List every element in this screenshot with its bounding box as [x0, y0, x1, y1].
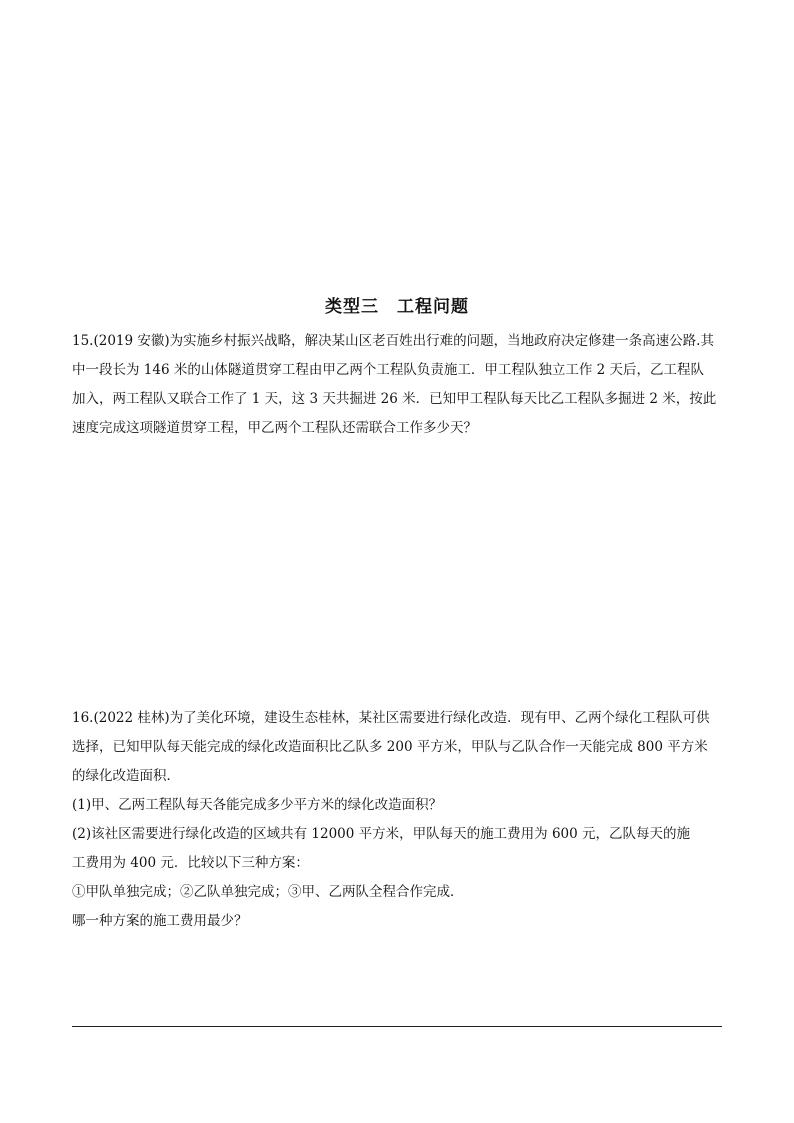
problem-15-source: (2019 安徽): [93, 333, 170, 349]
problem-16: [72, 704, 722, 936]
problem-15: [72, 327, 722, 443]
problem-15-line-1: [72, 327, 722, 356]
problem-16-part-2: (2)该社区需要进行绿化改造的区域共有 12000 平方米，甲队每天的施工费用为 600 元，乙队每天的施: [72, 826, 690, 842]
section-title: 类型三 工程问题: [325, 297, 469, 317]
problem-16-part-1: (1)甲、乙两工程队每天各能完成多少平方米的绿化改造面积？: [72, 797, 443, 813]
problem-15-line-3: 加入，两工程队又联合工作了 1 天，这 3 天共掘进 26 米．已知甲工程队每天比乙工程队多掘进 2 米，按此: [72, 391, 717, 407]
problem-15-text: 为实施乡村振兴战略，解决某山区老百姓出行难的问题，当地政府决定修建一条高速公路.其: [169, 333, 714, 349]
problem-15-line-2: 中一段长为 146 米的山体隧道贯穿工程由甲乙两个工程队负责施工．甲工程队独立工作 2 天后，乙工程队: [72, 362, 705, 378]
problem-16-source: (2022 桂林): [93, 710, 170, 726]
problem-16-text: 为了美化环境，建设生态桂林，某社区需要进行绿化改造．现有甲、乙两个绿化工程队可供: [169, 710, 710, 726]
problem-15-number: 15.: [72, 333, 94, 349]
problem-15-line-4: 速度完成这项隧道贯穿工程，甲乙两个工程队还需联合工作多少天？: [72, 420, 477, 436]
problem-16-part-2-cont: 工费用为 400 元．比较以下三种方案：: [72, 855, 309, 871]
bottom-divider: [72, 1026, 722, 1027]
problem-16-question: 哪一种方案的施工费用最少？: [72, 913, 248, 929]
problem-16-line-2: 选择，已知甲队每天能完成的绿化改造面积比乙队多 200 平方米，甲队与乙队合作一天能完成 800 平方米: [72, 739, 708, 755]
problem-16-number: 16.: [72, 710, 94, 726]
problem-16-line-3: 的绿化改造面积．: [72, 768, 180, 784]
problem-16-line-1: [72, 704, 722, 733]
problem-16-options: ①甲队单独完成；②乙队单独完成；③甲、乙两队全程合作完成．: [72, 884, 464, 900]
